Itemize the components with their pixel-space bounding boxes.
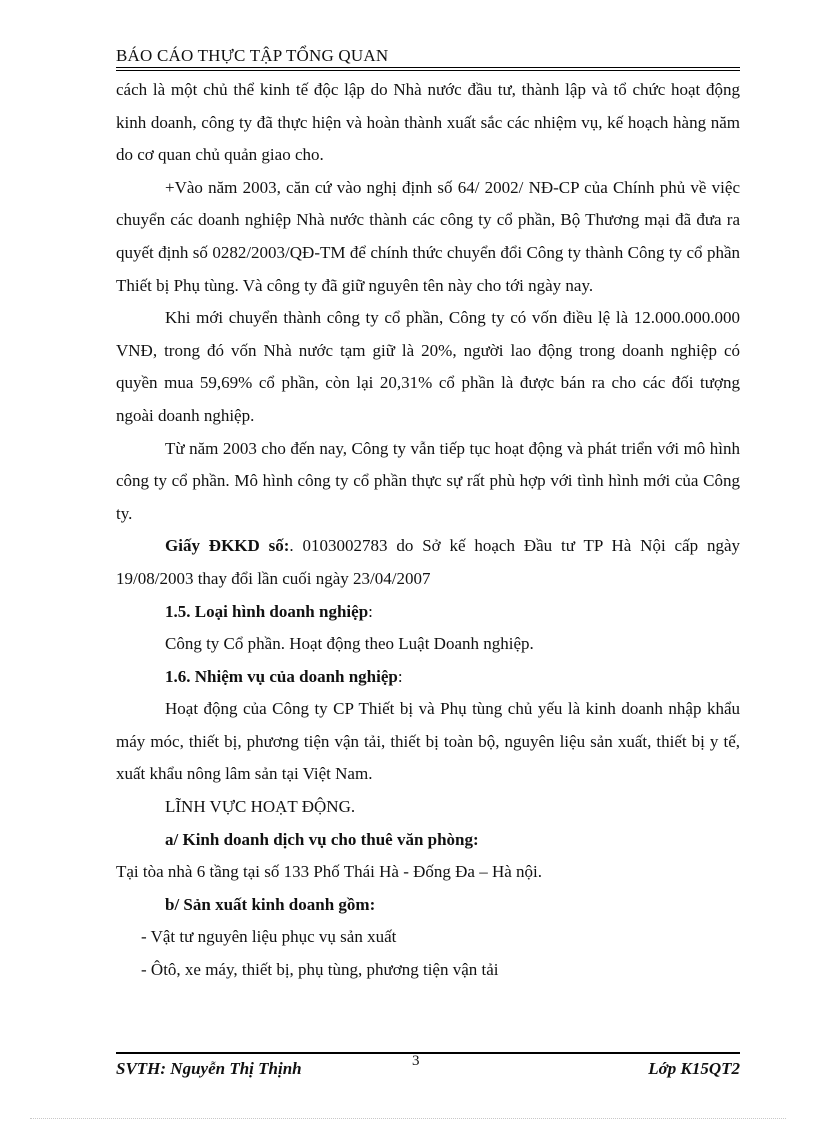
page-header-title: BÁO CÁO THỰC TẬP TỔNG QUAN [116, 46, 389, 65]
paragraph-9: Tại tòa nhà 6 tầng tại số 133 Phố Thái Hà - Đống Đa – Hà nội. [116, 862, 543, 882]
footer-student: SVTH: Nguyễn Thị Thịnh [116, 1059, 302, 1078]
heading-a: a/ Kinh doanh dịch vụ cho thuê văn phòng: [165, 829, 479, 849]
heading-1-5-colon: : [368, 601, 373, 621]
business-license-text: . 0103002783 do Sở kế hoạch Đầu tư TP Hà Nội cấp ngày 19/08/2003 thay đổi lần cuối ngày 23/04/2007 [116, 536, 740, 588]
heading-1-6-colon: : [397, 666, 403, 686]
paragraph-3: Khi mới chuyển thành công ty cổ phần, Công ty có vốn điều lệ là 12.000.000.000 VNĐ, trong đó vốn Nhà nước tạm giữ là 20%, người lao động trong doanh nghiệp có quyền mua 59,69% cổ phần, còn lại 20,31% cổ phần là được bán ra cho các đối tượng ngoài doanh nghiệp. [116, 308, 740, 425]
heading-1-5 [116, 596, 740, 629]
list-item-2: - Ôtô, xe máy, thiết bị, phụ tùng, phương tiện vận tải [141, 960, 499, 980]
heading-1-5-label: 1.5. Loại hình doanh nghiệp [165, 601, 369, 621]
paragraph-7: Hoạt động của Công ty CP Thiết bị và Phụ tùng chủ yếu là kinh doanh nhập khẩu máy móc, thiết bị, phương tiện vận tải, thiết bị toàn bộ, nguyên liệu sản xuất, thiết bị y tế, xuất khẩu nông lâm sản tại Việt Nam. [116, 699, 740, 784]
heading-1-6-label: 1.6. Nhiệm vụ của doanh nghiệp [165, 666, 398, 686]
paragraph-8: LĨNH VỰC HOẠT ĐỘNG. [165, 797, 356, 817]
business-license-label: Giấy ĐKKD số: [165, 536, 290, 556]
page-footer [116, 1053, 740, 1081]
paragraph-1: cách là một chủ thể kinh tế độc lập do Nhà nước đầu tư, thành lập và tổ chức hoạt động kinh doanh, công ty đã thực hiện và hoàn thành xuất sắc các nhiệm vụ, kế hoạch hàng năm do cơ quan chủ quản giao cho. [116, 80, 740, 165]
paragraph-6: Công ty Cổ phần. Hoạt động theo Luật Doanh nghiệp. [165, 634, 534, 654]
page-bottom-dotted-line [30, 1118, 786, 1119]
paragraph-4: Từ năm 2003 cho đến nay, Công ty vẫn tiếp tục hoạt động và phát triển với mô hình công ty cổ phần. Mô hình công ty cổ phần thực sự rất phù hợp với tình hình mới của Công ty. [116, 438, 740, 523]
heading-b: b/ Sản xuất kinh doanh gồm: [165, 894, 376, 914]
footer-rule [116, 1052, 740, 1054]
paragraph-5 [116, 530, 740, 595]
header-double-rule [116, 67, 740, 71]
document-body [116, 74, 740, 987]
page-number: 3 [412, 1053, 420, 1069]
footer-class: Lớp K15QT2 [648, 1059, 740, 1078]
paragraph-2: +Vào năm 2003, căn cứ vào nghị định số 64/ 2002/ NĐ-CP của Chính phủ về việc chuyển các doanh nghiệp Nhà nước thành các công ty cổ phần, Bộ Thương mại đã đưa ra quyết định số 0282/2003/QĐ-TM để chính thức chuyển đổi Công ty thành Công ty cổ phần Thiết bị Phụ tùng. Và công ty đã giữ nguyên tên này cho tới ngày nay. [116, 177, 740, 295]
heading-1-6 [116, 661, 740, 694]
list-item-1: - Vật tư nguyên liệu phục vụ sản xuất [141, 927, 397, 947]
